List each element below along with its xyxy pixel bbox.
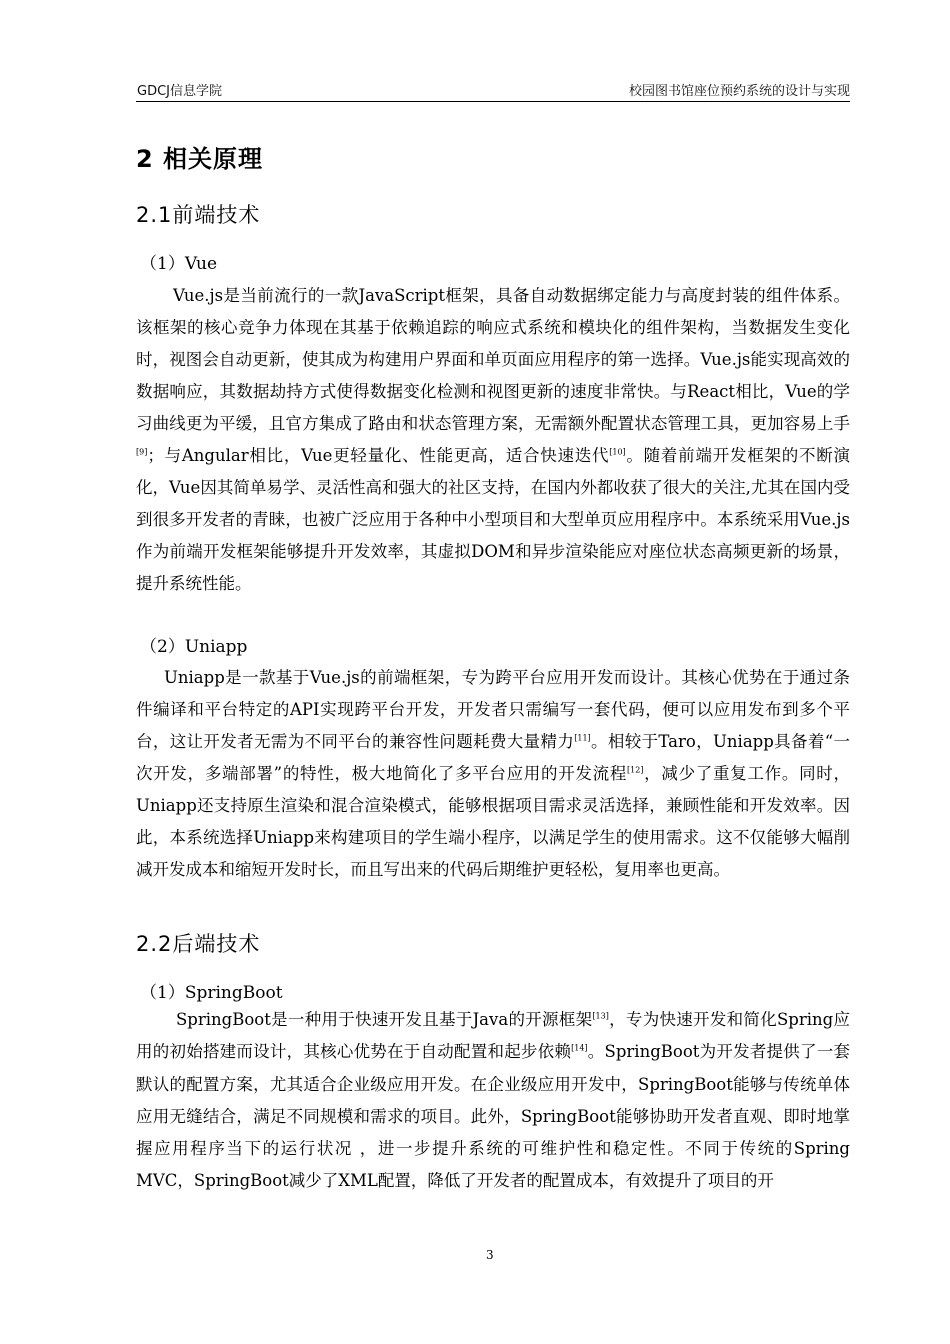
paragraph-uniapp <box>136 662 850 886</box>
citation-ref: [11] <box>574 733 591 743</box>
citation-ref: [14] <box>571 1043 588 1053</box>
paragraph-vue-text-3: 。随着前端开发框架的不断演化，Vue因其简单易学、灵活性高和强大的社区支持，在国内外都收获了很大的关注,尤其在国内受到很多开发者的青睐，也被广泛应用于各种中小型项目和大型单页应用程序中。本系统采用Vue.js作为前端开发框架能够提升开发效率，其虚拟DOM和异步渲染能应对座位状态高频更新的场景，提升系统性能。 <box>136 446 850 593</box>
paragraph-springboot-text-3: 。SpringBoot为开发者提供了一套默认的配置方案，尤其适合企业级应用开发。在企业级应用开发中，SpringBoot能够与传统单体应用无缝结合，满足不同规模和需求的项目。此外，SpringBoot能够协助开发者直观、即时地掌握应用程序当下的运行状况 ，进一步提升系统的可维护性和稳定性。不同于传统的Spring MVC，SpringBoot减少了XML配置，降低了开发者的配置成本，有效提升了项目的开 <box>136 1042 851 1191</box>
subsection-label-uniapp: （2）Uniapp <box>140 637 248 657</box>
section-title-frontend: 2.1前端技术 <box>136 203 261 227</box>
chapter-title: 2 相关原理 <box>136 145 264 173</box>
page-number: 3 <box>486 1248 494 1262</box>
header-rule <box>136 101 850 102</box>
paragraph-vue-text-2: ；与Angular相比，Vue更轻量化、性能更高，适合快速迭代 <box>147 446 610 465</box>
header-institution: GDCJ信息学院 <box>137 84 222 99</box>
paragraph-vue <box>136 280 850 600</box>
header-thesis-title: 校园图书馆座位预约系统的设计与实现 <box>628 84 850 99</box>
paragraph-uniapp-text-3: ，减少了重复工作。同时，Uniapp还支持原生渲染和混合渲染模式，能够根据项目需求灵活选择，兼顾性能和开发效率。因此，本系统选择Uniapp来构建项目的学生端小程序，以满足学生的使用需求。这不仅能够大幅削减开发成本和缩短开发时长，而且写出来的代码后期维护更轻松，复用率也更高。 <box>136 764 850 879</box>
paragraph-springboot-text-1: SpringBoot是一种用于快速开发且基于Java的开源框架 <box>176 1010 593 1029</box>
paragraph-vue-text-1: Vue.js是当前流行的一款JavaScript框架，具备自动数据绑定能力与高度封装的组件体系。该框架的核心竞争力体现在其基于依赖追踪的响应式系统和模块化的组件架构，当数据发生变化时，视图会自动更新，使其成为构建用户界面和单页面应用程序的第一选择。Vue.js能实现高效的数据响应，其数据劫持方式使得数据变化检测和视图更新的速度非常快。与React相比，Vue的学习曲线更为平缓，且官方集成了路由和状态管理方案，无需额外配置状态管理工具，更加容易上手 <box>136 286 850 433</box>
subsection-label-vue: （1）Vue <box>140 254 218 274</box>
paragraph-uniapp-text-1: Uniapp是一款基于Vue.js的前端框架，专为跨平台应用开发而设计。其核心优势在于通过条件编译和平台特定的API实现跨平台开发，开发者只需编写一套代码，便可以应用发布到多个平台，这让开发者无需为不同平台的兼容性问题耗费大量精力 <box>136 668 850 751</box>
paragraph-springboot-text-2: ，专为快速开发和简化Spring应用的初始搭建而设计，其核心优势在于自动配置和起步依赖 <box>136 1010 850 1062</box>
citation-ref: [10] <box>609 447 626 457</box>
paragraph-springboot <box>136 1004 850 1198</box>
paragraph-uniapp-text-2: 。相较于Taro，Uniapp具备着“一次开发，多端部署”的特性，极大地简化了多平台应用的开发流程 <box>136 732 851 783</box>
citation-ref: [9] <box>136 447 148 457</box>
citation-ref: [12] <box>627 765 644 775</box>
citation-ref: [13] <box>592 1011 609 1021</box>
section-title-backend: 2.2后端技术 <box>136 932 261 956</box>
subsection-label-springboot: （1）SpringBoot <box>140 983 283 1003</box>
